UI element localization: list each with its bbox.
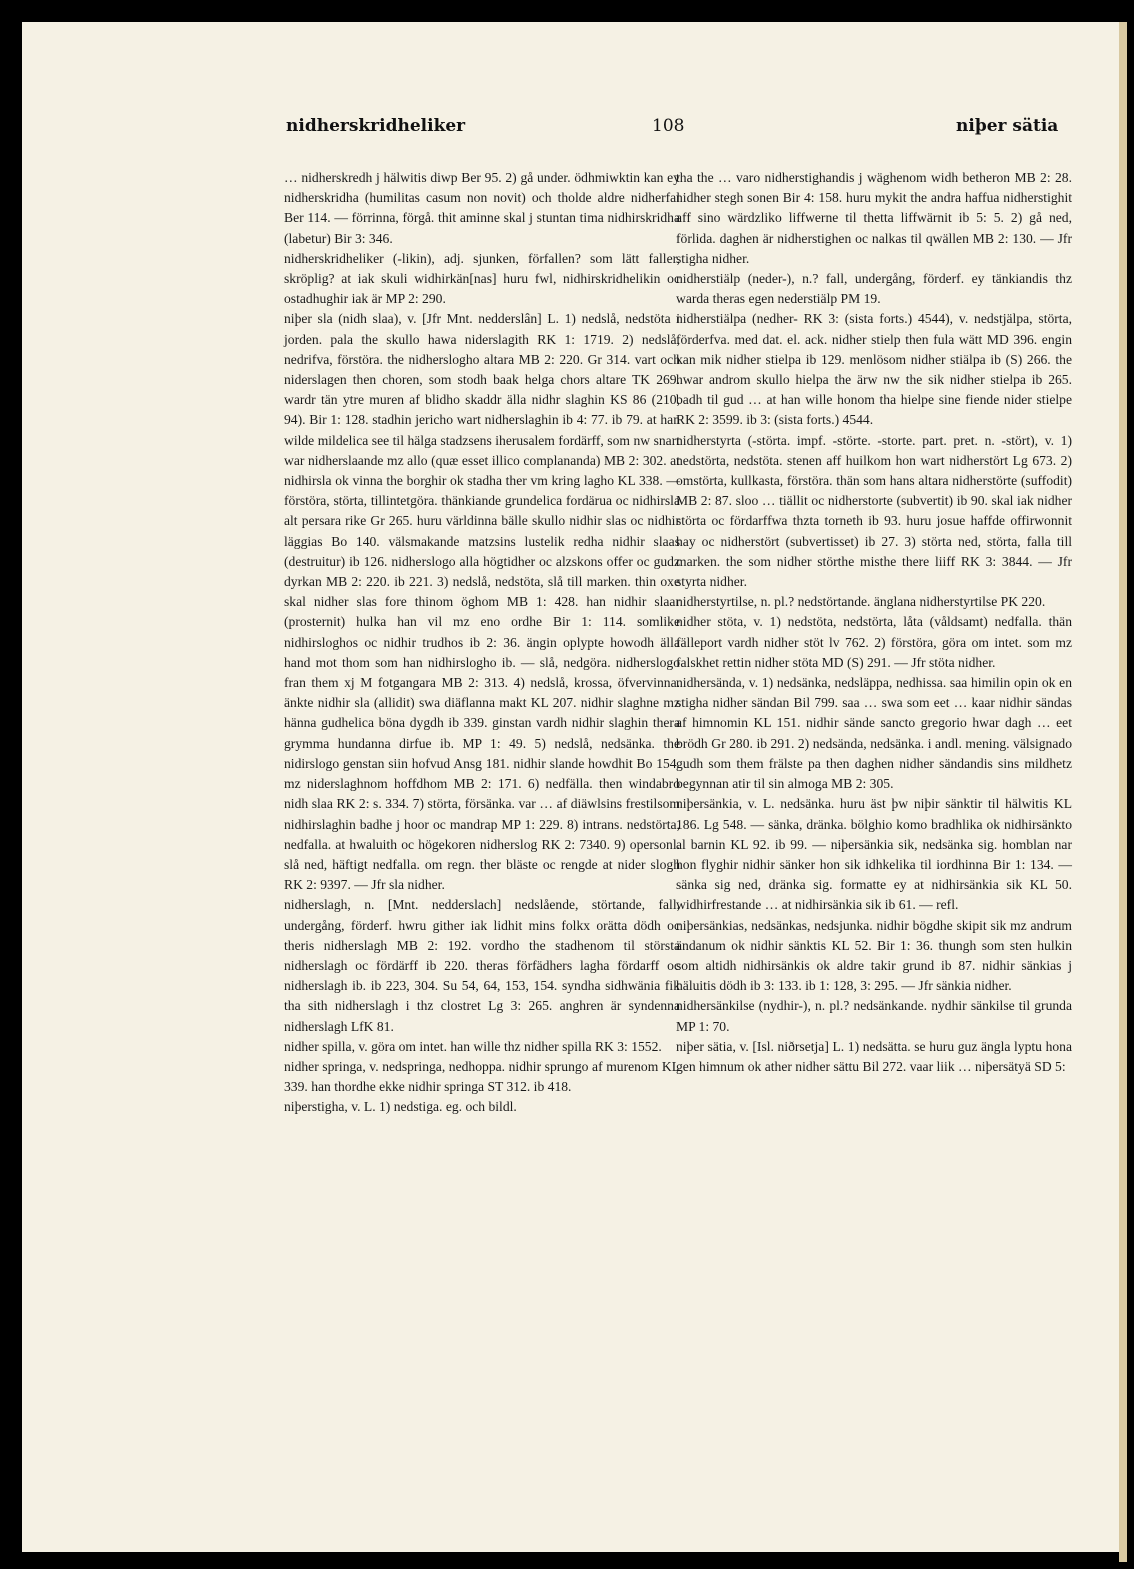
entry-nidherstialp: nidherstiälp (neder-), n.? fall, undergång, förderf. ey tänkiandis thz warda theras egen nederstiälp PM 19. [676,271,1072,307]
entry-nidher-spilla: nidher spilla, v. göra om intet. han wille thz nidher spilla RK 3: 1552. [284,1038,662,1054]
entry-nidher-stota: nidher stöta, v. 1) nedstöta, nedstörta, låta (våldsamt) nedfalla. thän fälleport vardh nidher stöt lv 762. 2) förstöra, göra om intet. som mz falskhet rettin nidher stöta MD (S) 291. — Jfr stöta nidher. [676,614,1072,670]
right-column [676,168,1072,1077]
entry-nidersankia: niþersänkia, v. L. nedsänka. huru äst þw niþir sänktir til hälwitis KL 186. Lg 548. — sänka, dränka. bölghio komo bradhlika ok nidhirsänkto al barnin KL 92. ib 99. — niþersänkia sik, nedsänka sig. homblan nar hon flyghir nidhir sänker hon sik idhkelika til iordhinna Bir 1: 134. — sänka sig ned, dränka sig. formatte ey at nidhirsänkia sik KL 50. widhirfrestande … at nidhirsänkia sik ib 61. — refl. [676,796,1072,913]
entry-niderstigha: niþerstigha, v. L. 1) nedstiga. eg. och bildl. [284,1099,517,1115]
entry-continued: … nidherskredh j hälwitis diwp Ber 95. 2) gå under. ödhmiwktin kan ey nidherskridha (humilitas casum non novit) och tholde aldre nidherfal Ber 114. — förrinna, förgå. thit aminne skal j stuntan tima nidhirskridha (labetur) Bir 3: 346. [284,170,680,246]
entry-nidherstyrta: nidherstyrta (-störta. impf. -störte. -storte. part. pret. n. -stört), v. 1) nedstörta, nedstöta. stenen aff huilkom hon wart nidherstört Lg 673. 2) omstörta, kullkasta, förstöra. thän som hans altara nidherstörte (suffodit) MB 2: 87. sloo … tiällit oc nidherstorte (subvertit) ib 90. skal iak nidher störta oc fördarffwa thzta torneth ib 93. huru josue haffde offirwonnit hay oc nidherstört (subvertisset) ib 27. 3) störta ned, störta, falla till marken. the som nidher störthe misthe there liiff RK 3: 3844. — Jfr styrta nidher. [676,432,1072,590]
running-head-right: niþer sätia [956,116,1059,136]
entry-nidhersankilse: nidhersänkilse (nydhir-), n. pl.? nedsänkande. nydhir sänkilse til grunda MP 1: 70. [676,998,1072,1034]
entry-nidhersanda: nidhersända, v. 1) nedsänka, nedsläppa, nedhissa. saa himilin opin ok en stigha nidher sändan Bil 799. saa … swa som eet … kaar nidhir sändas af himnomin KL 151. nidhir sände sancto gregorio hwar dagh … eet brödh Gr 280. ib 291. 2) nedsända, nedsänka. i andl. mening. välsignado gudh som them frälste pa then daghen nidher sändandis sins mildhetz begynnan atir til sin almoga MB 2: 305. [676,675,1072,792]
entry-nidherskridheliker: nidherskridheliker (-likin), adj. sjunken, förfallen? som lätt faller, skröplig? at iak skuli widhirkän[nas] huru fwl, nidhirskridhelikin oc ostadhughir iak är MP 2: 290. [284,250,680,307]
running-head-left: nidherskridheliker [286,116,466,136]
page-number: 108 [652,116,685,136]
entry-continued-right: tha the … varo nidherstighandis j wäghenom widh betheron MB 2: 28. nidher stegh sonen Bir 4: 158. huru mykit the andra haffua nidherstighit aff sino wärdzliko liffwerne til thetta liffwärnit ib 5: 5. 2) gå ned, förlida. daghen är nidherstighen oc nalkas til qwällen MB 2: 130. — Jfr stigha nidher. [676,170,1072,266]
left-column [284,168,680,1118]
entry-nidher-springa: nidher springa, v. nedspringa, nedhoppa. nidhir sprungo af murenom KL 339. han thordhe ekke nidhir springa ST 312. ib 418. [284,1058,680,1095]
entry-nidersankias: niþersänkias, nedsänkas, nedsjunka. nidhir bögdhe skipit sik mz andrum ändanum ok nidhir sänktis KL 52. Bir 1: 36. thungh som sten hulkin som altidh nidhirsänkis ok aldre takir grund ib 87. nidhir sänkias j häluitis dödh ib 3: 133. ib 1: 128, 3: 295. — Jfr sänkia nidher. [676,917,1072,994]
page-edge [1119,22,1127,1562]
entry-nidherstialpa: nidherstiälpa (nedher- RK 3: (sista forts.) 4544), v. nedstjälpa, störta, förderfva. med dat. el. ack. nidher stielp then fula wätt MD 396. engin kan mik nidher stielpa ib 129. menlösom nidher stiälpa ib (S) 266. the hwar androm skullo hielpa the ärw nw the sik nidher stielpa ib 265. badh til gud … at han wille honom tha hielpe sine fiende nider stielpe RK 2: 3599. ib 3: (sista forts.) 4544. [676,311,1072,428]
entry-nider-sla: niþer sla (nidh slaa), v. [Jfr Mnt. nedderslân] L. 1) nedslå, nedstöta i jorden. pala the skullo hawa niderslagith RK 1: 1719. 2) nedslå, nedrifva, förstöra. the nidherslogho altara MB 2: 220. Gr 314. vart och niderslagen then choren, som stodh baak helga chors altare TK 269. wardr tän ytre muren af blidho skaddr älla nidhr slaghin KS 86 (210, 94). Bir 1: 128. stadhin jericho wart nidherslaghin ib 4: 77. ib 79. at han wilde mildelica see til hälga stadzsens iherusalem fordärff, som nw snart war nidherslaande mz allo (quæ esset illico complananda) MB 2: 302. at nidhirsla ok vinna the borghir ok stadha ther vm kring lagho KL 338. — förstöra, störta, tillintetgöra. thänkiande grundelica fordärua oc nidhirsla alt persara rike Gr 265. huru världinna bälle skullo nidhir slas oc nidhir läggias Bo 140. välsmakande matzsins lustelik redha nidhir slaas (destruitur) ib 126. nidherslogo alla högtidher oc alzskons offer oc gudz dyrkan MB 2: 220. ib 221. 3) nedslå, nedstöta, slå till marken. thin oxe skal nidher slas fore thinom öghom MB 1: 428. han nidhir slaar (prosternit) hulka han vil mz eno ordhe Bir 1: 114. somlike nidhirsloghos oc nidhir trudhos ib 2: 36. ängin oplypte howodh älla hand mot thom som han nidhirslogho ib. — slå, nedgöra. nidherslogo fran them xj M fotgangara MB 2: 313. 4) nedslå, krossa, öfvervinna. änkte nidhir sla (allidit) swa diäflanna makt KL 207. nidhir slaghne mz hänna gudhelica böna dygdh ib 339. ginstan vardh nidhir slaghin thera grymma hundanna dirfue ib. MP 1: 49. 5) nedslå, nedsänka. the nidirslogo genstan siin hofvud Ansg 181. nidhir slande howdhit Bo 154. mz niderslaghnom hoffdhom MB 2: 171. 6) nedfälla. then windabro nidh slaa RK 2: s. 334. 7) störta, försänka. var … af diäwlsins frestilsom nidhirslaghin badhe j hoor oc mandrap MP 1: 229. 8) intrans. nedstörta, nedfalla. at hwaluith oc högekoren nidherslog RK 2: 7340. 9) opersonl. slå ned, häftigt nedfalla. om regn. ther bläste oc rengde at nider slogh RK 2: 9397. — Jfr sla nidher. [284,311,680,893]
entry-nidherstyrtilse: nidherstyrtilse, n. pl.? nedstörtande. änglana nidherstyrtilse PK 220. [676,594,1046,610]
entry-nider-satia: niþer sätia, v. [Isl. niðrsetja] L. 1) nedsätta. se huru guz ängla lyptu hona gen himnum ok ather nidher sättu Bil 272. vaar liik … niþersätyä SD 5: [676,1038,1072,1074]
entry-nidherslagh: nidherslagh, n. [Mnt. nedderslach] nedslående, störtande, fall, undergång, förderf. hwru gither iak lidhit mins folkx orätta dödh oc theris nidherslagh MB 2: 192. vordho the stadhenom til största nidherslagh oc fördärff ib 220. theras förfädhers lagha fördarff oc nidherslagh ib. ib 223, 304. Su 54, 64, 153, 154. syndha sidhwänia fik tha sith nidherslagh i thz clostret Lg 3: 265. anghren är syndenna nidherslagh LfK 81. [284,897,680,1034]
